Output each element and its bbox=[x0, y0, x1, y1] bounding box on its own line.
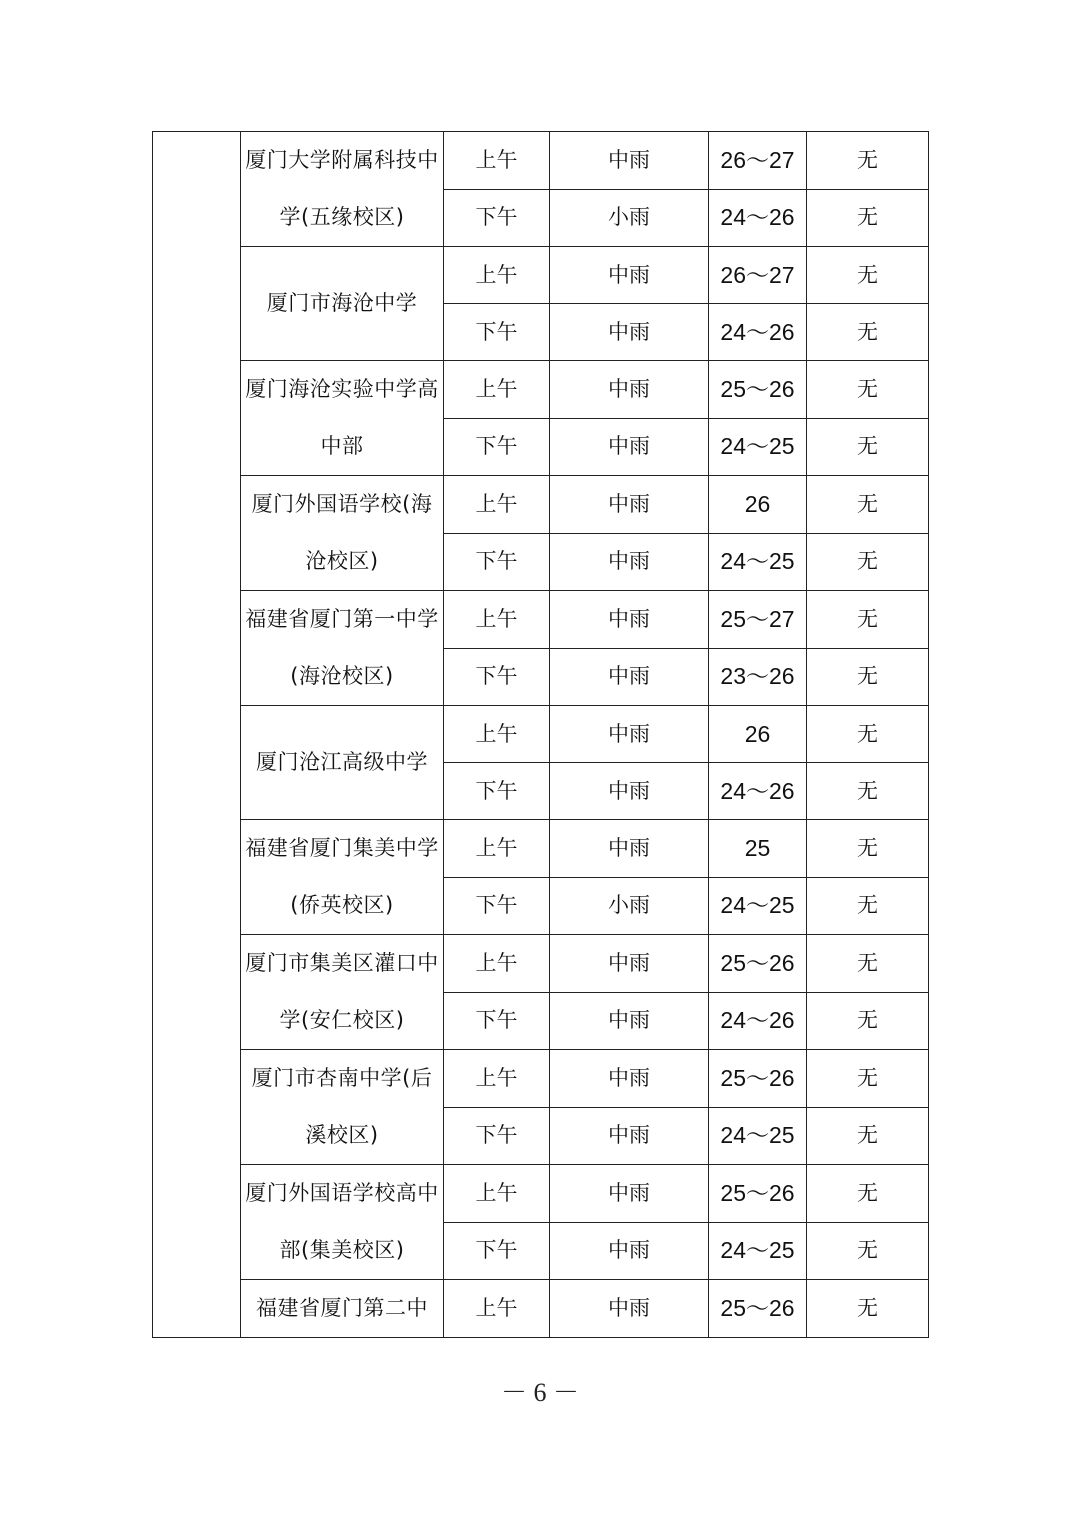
table-row bbox=[153, 476, 929, 534]
warning-cell: 无 bbox=[807, 648, 929, 706]
warning-cell: 无 bbox=[807, 304, 929, 361]
school-name-cell: 厦门大学附属科技中学(五缘校区) bbox=[241, 132, 444, 247]
warning-cell: 无 bbox=[807, 1280, 929, 1338]
school-name-cell: 福建省厦门集美中学(侨英校区) bbox=[241, 820, 444, 935]
warning-cell: 无 bbox=[807, 1050, 929, 1108]
temperature-cell: 24～25 bbox=[709, 1222, 807, 1280]
period-cell: 上午 bbox=[444, 706, 550, 763]
period-cell: 下午 bbox=[444, 1222, 550, 1280]
warning-cell: 无 bbox=[807, 476, 929, 534]
period-cell: 上午 bbox=[444, 361, 550, 419]
period-cell: 下午 bbox=[444, 189, 550, 247]
temperature-cell: 24～26 bbox=[709, 992, 807, 1050]
period-cell: 下午 bbox=[444, 533, 550, 591]
weather-cell: 中雨 bbox=[550, 476, 709, 534]
period-cell: 下午 bbox=[444, 418, 550, 476]
table-row bbox=[153, 132, 929, 190]
period-cell: 下午 bbox=[444, 992, 550, 1050]
period-cell: 下午 bbox=[444, 304, 550, 361]
warning-cell: 无 bbox=[807, 763, 929, 820]
weather-cell: 中雨 bbox=[550, 132, 709, 190]
weather-cell: 中雨 bbox=[550, 247, 709, 304]
school-name-cell: 厦门沧江高级中学 bbox=[241, 706, 444, 820]
temperature-cell: 24～25 bbox=[709, 1107, 807, 1165]
weather-cell: 中雨 bbox=[550, 418, 709, 476]
weather-cell: 中雨 bbox=[550, 935, 709, 993]
temperature-cell: 24～26 bbox=[709, 763, 807, 820]
school-name-cell: 厦门外国语学校高中部(集美校区) bbox=[241, 1165, 444, 1280]
warning-cell: 无 bbox=[807, 132, 929, 190]
school-name-cell: 厦门外国语学校(海沧校区) bbox=[241, 476, 444, 591]
temperature-cell: 25～26 bbox=[709, 1165, 807, 1223]
warning-cell: 无 bbox=[807, 533, 929, 591]
temperature-cell: 26 bbox=[709, 706, 807, 763]
period-cell: 下午 bbox=[444, 648, 550, 706]
school-name-cell: 福建省厦门第一中学(海沧校区) bbox=[241, 591, 444, 706]
temperature-cell: 24～26 bbox=[709, 304, 807, 361]
weather-cell: 中雨 bbox=[550, 1107, 709, 1165]
period-cell: 下午 bbox=[444, 877, 550, 935]
temperature-cell: 25～26 bbox=[709, 1280, 807, 1338]
period-cell: 下午 bbox=[444, 1107, 550, 1165]
weather-cell: 中雨 bbox=[550, 361, 709, 419]
temperature-cell: 25～27 bbox=[709, 591, 807, 649]
table-row bbox=[153, 706, 929, 763]
temperature-cell: 26～27 bbox=[709, 132, 807, 190]
warning-cell: 无 bbox=[807, 247, 929, 304]
warning-cell: 无 bbox=[807, 1107, 929, 1165]
page-number: － 6 － bbox=[500, 1378, 579, 1407]
temperature-cell: 23～26 bbox=[709, 648, 807, 706]
weather-forecast-table bbox=[152, 131, 929, 1338]
school-name-cell: 厦门海沧实验中学高中部 bbox=[241, 361, 444, 476]
table-row bbox=[153, 820, 929, 878]
weather-cell: 中雨 bbox=[550, 706, 709, 763]
weather-cell: 中雨 bbox=[550, 304, 709, 361]
table-row bbox=[153, 1280, 929, 1338]
warning-cell: 无 bbox=[807, 877, 929, 935]
temperature-cell: 24～25 bbox=[709, 533, 807, 591]
warning-cell: 无 bbox=[807, 189, 929, 247]
temperature-cell: 24～25 bbox=[709, 877, 807, 935]
table-row bbox=[153, 1050, 929, 1108]
weather-cell: 小雨 bbox=[550, 189, 709, 247]
period-cell: 上午 bbox=[444, 1165, 550, 1223]
period-cell: 上午 bbox=[444, 247, 550, 304]
temperature-cell: 25～26 bbox=[709, 1050, 807, 1108]
warning-cell: 无 bbox=[807, 935, 929, 993]
table-row bbox=[153, 935, 929, 993]
warning-cell: 无 bbox=[807, 1222, 929, 1280]
weather-cell: 中雨 bbox=[550, 763, 709, 820]
period-cell: 下午 bbox=[444, 763, 550, 820]
school-name-cell: 厦门市海沧中学 bbox=[241, 247, 444, 361]
warning-cell: 无 bbox=[807, 591, 929, 649]
period-cell: 上午 bbox=[444, 1050, 550, 1108]
table-body bbox=[153, 132, 929, 1338]
table-row bbox=[153, 361, 929, 419]
temperature-cell: 24～25 bbox=[709, 418, 807, 476]
temperature-cell: 26 bbox=[709, 476, 807, 534]
weather-cell: 中雨 bbox=[550, 591, 709, 649]
period-cell: 上午 bbox=[444, 820, 550, 878]
weather-cell: 小雨 bbox=[550, 877, 709, 935]
period-cell: 上午 bbox=[444, 476, 550, 534]
temperature-cell: 24～26 bbox=[709, 189, 807, 247]
period-cell: 上午 bbox=[444, 591, 550, 649]
school-name-cell: 厦门市集美区灌口中学(安仁校区) bbox=[241, 935, 444, 1050]
period-cell: 上午 bbox=[444, 1280, 550, 1338]
table-row bbox=[153, 247, 929, 304]
weather-cell: 中雨 bbox=[550, 648, 709, 706]
weather-cell: 中雨 bbox=[550, 1165, 709, 1223]
period-cell: 上午 bbox=[444, 132, 550, 190]
school-name-cell: 厦门市杏南中学(后溪校区) bbox=[241, 1050, 444, 1165]
weather-cell: 中雨 bbox=[550, 1280, 709, 1338]
temperature-cell: 25～26 bbox=[709, 361, 807, 419]
weather-cell: 中雨 bbox=[550, 992, 709, 1050]
weather-cell: 中雨 bbox=[550, 1050, 709, 1108]
warning-cell: 无 bbox=[807, 706, 929, 763]
warning-cell: 无 bbox=[807, 418, 929, 476]
temperature-cell: 26～27 bbox=[709, 247, 807, 304]
table-row bbox=[153, 591, 929, 649]
weather-cell: 中雨 bbox=[550, 1222, 709, 1280]
temperature-cell: 25～26 bbox=[709, 935, 807, 993]
school-name-cell: 福建省厦门第二中 bbox=[241, 1280, 444, 1338]
weather-cell: 中雨 bbox=[550, 533, 709, 591]
warning-cell: 无 bbox=[807, 992, 929, 1050]
temperature-cell: 25 bbox=[709, 820, 807, 878]
warning-cell: 无 bbox=[807, 820, 929, 878]
table-row bbox=[153, 1165, 929, 1223]
warning-cell: 无 bbox=[807, 361, 929, 419]
warning-cell: 无 bbox=[807, 1165, 929, 1223]
period-cell: 上午 bbox=[444, 935, 550, 993]
region-cell bbox=[153, 132, 241, 1338]
weather-cell: 中雨 bbox=[550, 820, 709, 878]
